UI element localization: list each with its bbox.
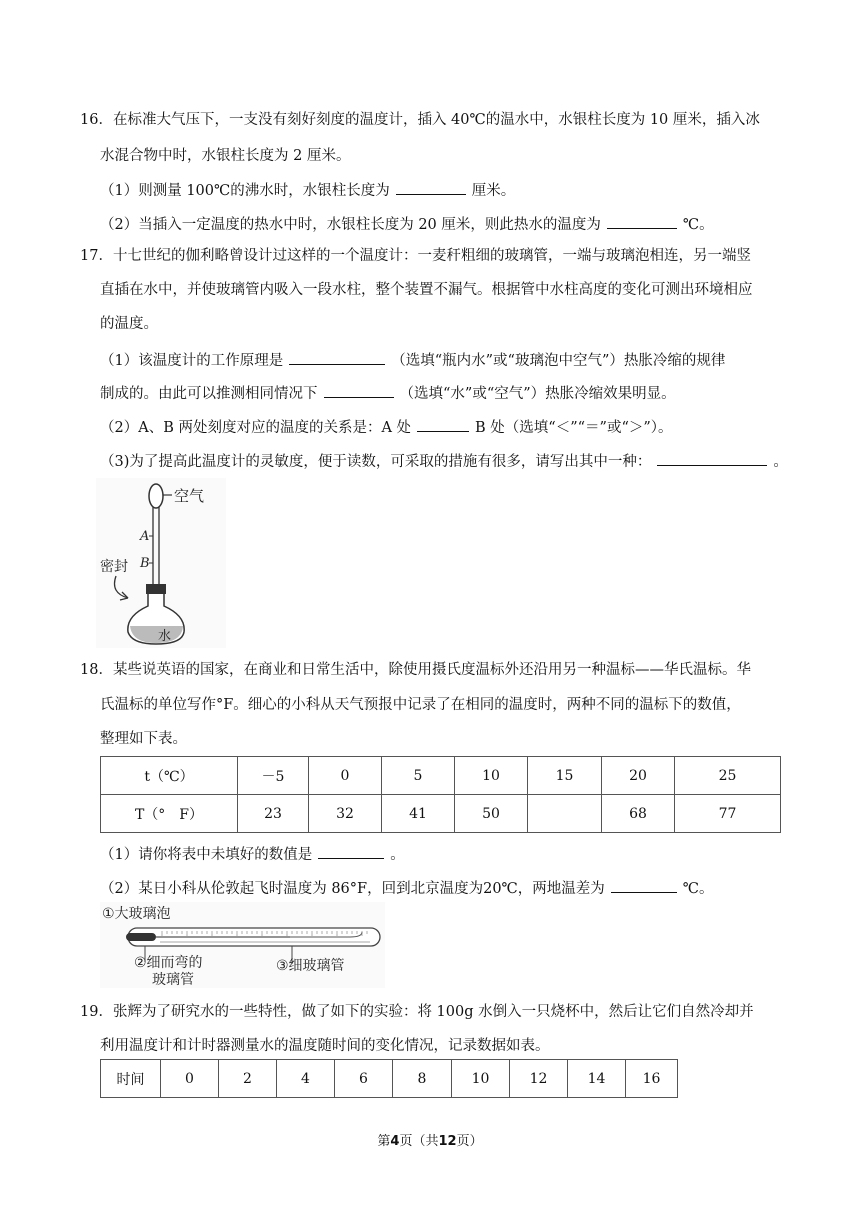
q17-part3 [100, 450, 788, 472]
table-cell: 12 [510, 1060, 568, 1098]
q16-part1-unit: 厘米。 [471, 183, 516, 199]
label-seal: 密封 [100, 559, 128, 575]
q19-text-line1: 19．张辉为了研究水的一些特性，做了如下的实验：将 100g 水倒入一只烧杯中，然后让它们自然冷却并 [80, 1004, 754, 1020]
footer-suffix: 页） [456, 1134, 483, 1149]
answer-blank[interactable] [324, 382, 394, 398]
table-row [101, 795, 781, 833]
q16-text-line1: 16．在标准大气压下，一支没有刻好刻度的温度计，插入 40℃的温水中，水银柱长度为 10 厘米，插入冰 [80, 112, 760, 128]
label-bent-tube: ②细而弯的 [134, 955, 203, 971]
footer-prefix: 第 [377, 1134, 391, 1149]
q18-text-line3: 整理如下表。 [100, 731, 187, 747]
table-cell-blank[interactable] [528, 795, 602, 833]
table-cell: 5 [382, 757, 455, 795]
q18-part1 [100, 843, 405, 865]
answer-blank[interactable] [417, 416, 469, 432]
q17-part2-hint: B 处（选填“＜”“＝”或“＞”）。 [475, 420, 673, 436]
table-cell: 时间 [101, 1060, 161, 1098]
table-cell: 77 [675, 795, 781, 833]
table-cell: 50 [455, 795, 528, 833]
table-cell: 6 [335, 1060, 393, 1098]
q17-text-line1: 17．十七世纪的伽利略曾设计过这样的一个温度计：一麦秆粗细的玻璃管，一端与玻璃泡相连，另一端竖 [80, 248, 751, 264]
answer-blank[interactable] [607, 213, 677, 229]
table-cell: t（℃） [101, 757, 238, 795]
table-cell: 23 [238, 795, 309, 833]
q17-part1-line2 [100, 382, 676, 404]
q16-part1 [100, 179, 515, 201]
label-water: 水 [158, 629, 172, 644]
table-cell: 32 [309, 795, 382, 833]
temperature-table [100, 756, 781, 833]
q18-part1-end: 。 [390, 847, 405, 863]
q17-part1-text2: 制成的。由此可以推测相同情况下 [100, 386, 318, 402]
table-cell: －5 [238, 757, 309, 795]
q17-part3-text: （3)为了提高此温度计的灵敏度，便于读数，可采取的措施有很多，请写出其中一种： [100, 454, 652, 470]
table-row [101, 1060, 678, 1098]
table-cell: 2 [219, 1060, 277, 1098]
table-cell: 41 [382, 795, 455, 833]
q17-part3-end: 。 [773, 454, 788, 470]
table-cell: 16 [626, 1060, 678, 1098]
q16-part1-text: （1）则测量 100℃的沸水时，水银柱长度为 [100, 183, 390, 199]
q18-part2 [100, 877, 714, 899]
q17-part1-hint2: （选填“水”或“空气”）热胀冷缩效果明显。 [399, 386, 676, 402]
answer-blank[interactable] [611, 877, 677, 893]
table-cell: T（° F） [101, 795, 238, 833]
page-footer [0, 1130, 860, 1149]
footer-mid: 页（共 [399, 1134, 439, 1149]
table-cell: 10 [455, 757, 528, 795]
table-cell: 10 [452, 1060, 510, 1098]
q18-text-line1: 18．某些说英语的国家，在商业和日常生活中，除使用摄氏度温标外还沿用另一种温标——华氏温标。华 [80, 662, 751, 678]
table-cell: 4 [277, 1060, 335, 1098]
table-cell: 20 [602, 757, 675, 795]
footer-page-number: 4 [390, 1134, 400, 1149]
time-table [100, 1059, 678, 1098]
table-row [101, 757, 781, 795]
label-bent-tube-2: 玻璃管 [152, 972, 194, 988]
footer-total-pages: 12 [438, 1134, 457, 1149]
q17-part1-line1 [100, 349, 725, 371]
q18-part1-text: （1）请你将表中未填好的数值是 [100, 847, 313, 863]
q17-text-line2: 直插在水中，并使玻璃管内吸入一段水柱，整个装置不漏气。根据管中水柱高度的变化可测出环境相应 [100, 282, 753, 298]
table-cell: 0 [161, 1060, 219, 1098]
q17-text-line3: 的温度。 [100, 316, 158, 332]
q18-part2-text: （2）某日小科从伦敦起飞时温度为 86°F，回到北京温度为20℃，两地温差为 [100, 881, 605, 897]
q17-part2 [100, 416, 673, 438]
answer-blank[interactable] [396, 179, 466, 195]
table-cell: 14 [568, 1060, 626, 1098]
q16-part2 [100, 213, 714, 235]
label-air: 空气 [174, 487, 205, 505]
q18-part2-unit: ℃。 [682, 881, 714, 897]
q17-part1-hint: （选填“瓶内水”或“玻璃泡中空气”）热胀冷缩的规律 [391, 353, 726, 369]
q16-text-line2: 水混合物中时，水银柱长度为 2 厘米。 [100, 148, 351, 164]
table-cell: 0 [309, 757, 382, 795]
q16-part2-unit: ℃。 [682, 217, 714, 233]
label-b: B [140, 556, 150, 571]
thermometer-figure [100, 902, 385, 988]
label-big-bulb: ①大玻璃泡 [102, 906, 171, 922]
table-cell: 25 [675, 757, 781, 795]
table-cell: 8 [393, 1060, 452, 1098]
galileo-thermometer-figure [96, 478, 226, 648]
q19-text-line2: 利用温度计和计时器测量水的温度随时间的变化情况，记录数据如表。 [100, 1038, 550, 1054]
q17-part2-text: （2）A、B 两处刻度对应的温度的关系是：A 处 [100, 420, 412, 436]
label-a: A [140, 529, 150, 544]
q18-text-line2: 氏温标的单位写作°F。细心的小科从天气预报中记录了在相同的温度时，两种不同的温标下的数值， [100, 697, 741, 713]
label-thin-tube: ③细玻璃管 [276, 958, 345, 974]
answer-blank[interactable] [289, 349, 385, 365]
q17-part1-text: （1）该温度计的工作原理是 [100, 353, 284, 369]
answer-blank[interactable] [318, 843, 384, 859]
table-cell: 68 [602, 795, 675, 833]
table-cell: 15 [528, 757, 602, 795]
q16-part2-text: （2）当插入一定温度的热水中时，水银柱长度为 20 厘米，则此热水的温度为 [100, 217, 601, 233]
answer-blank[interactable] [657, 450, 767, 466]
